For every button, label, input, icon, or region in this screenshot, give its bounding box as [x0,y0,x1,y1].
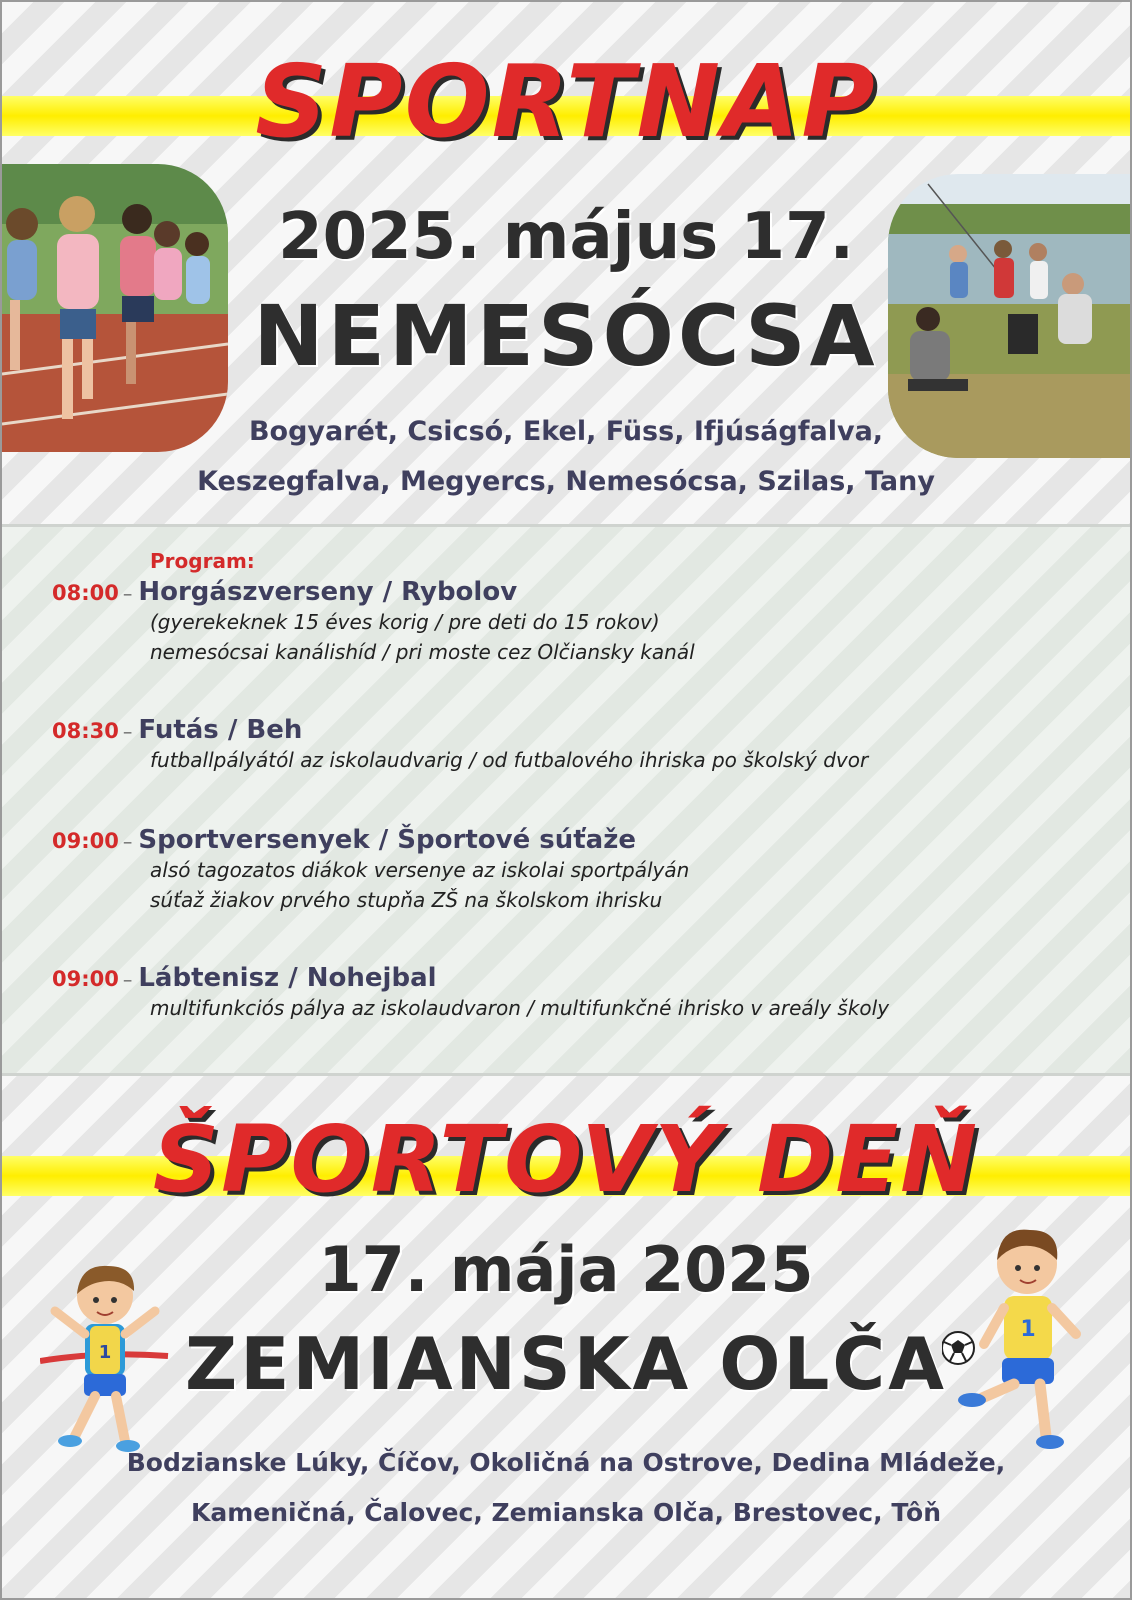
program-item [52,825,1112,915]
program-time: 08:30 [52,719,119,743]
slovak-section [2,1076,1130,1600]
program-section [2,524,1130,1076]
program-item [52,715,1112,775]
program-desc: (gyerekeknek 15 éves korig / pre deti do 15 rokov) [150,610,660,634]
program-desc: multifunkciós pálya az iskolaudvaron / multifunkčné ihrisko v areály školy [150,996,890,1020]
villages-hu-line1: Bogyarét, Csicsó, Ekel, Füss, Ifjúságfalva, [248,416,884,447]
villages-sk-line1: Bodzianske Lúky, Číčov, Okoličná na Ostrove, Dedina Mládeže, [126,1448,1006,1477]
program-time: 09:00 [52,967,119,991]
place-hu: NEMESÓCSA [253,287,879,385]
program-title: Sportversenyek / Športové súťaže [138,825,636,855]
place-sk: ZEMIANSKA OLČA [185,1322,947,1406]
separator-dash: – [122,969,133,991]
villages-sk-line2: Kameničná, Čalovec, Zemianska Olča, Brestovec, Tôň [191,1498,941,1527]
villages-hu [2,407,1130,507]
program-title: Horgászverseny / Rybolov [138,577,518,607]
title-sportovy-den: ŠPORTOVÝ DEŇ [152,1106,980,1213]
date-sk: 17. mája 2025 [318,1233,814,1306]
separator-dash: – [122,583,133,605]
program-title: Lábtenisz / Nohejbal [138,963,437,993]
program-desc: futballpályától az iskolaudvarig / od futbalového ihriska po školský dvor [150,748,869,772]
program-title: Futás / Beh [138,715,303,745]
program-desc: súťaž žiakov prvého stupňa ZŠ na školskom ihrisku [150,888,663,912]
program-item [52,963,1112,1023]
program-desc: alsó tagozatos diákok versenye az iskolai sportpályán [150,858,690,882]
football-bib-number: 1 [1020,1317,1036,1342]
program-label: Program: [150,549,255,573]
title-sportnap: SPORTNAP [255,43,877,160]
villages-hu-line2: Keszegfalva, Megyercs, Nemesócsa, Szilas, Tany [197,466,935,497]
program-time: 09:00 [52,829,119,853]
program-item [52,577,1112,667]
program-desc: nemesócsai kanálishíd / pri moste cez Olčiansky kanál [150,640,695,664]
hungarian-section [2,2,1130,524]
villages-sk [2,1438,1130,1538]
date-hu: 2025. május 17. [278,200,854,274]
separator-dash: – [122,721,133,743]
runner-bib-number: 1 [98,1342,112,1363]
program-time: 08:00 [52,581,119,605]
separator-dash: – [122,831,133,853]
